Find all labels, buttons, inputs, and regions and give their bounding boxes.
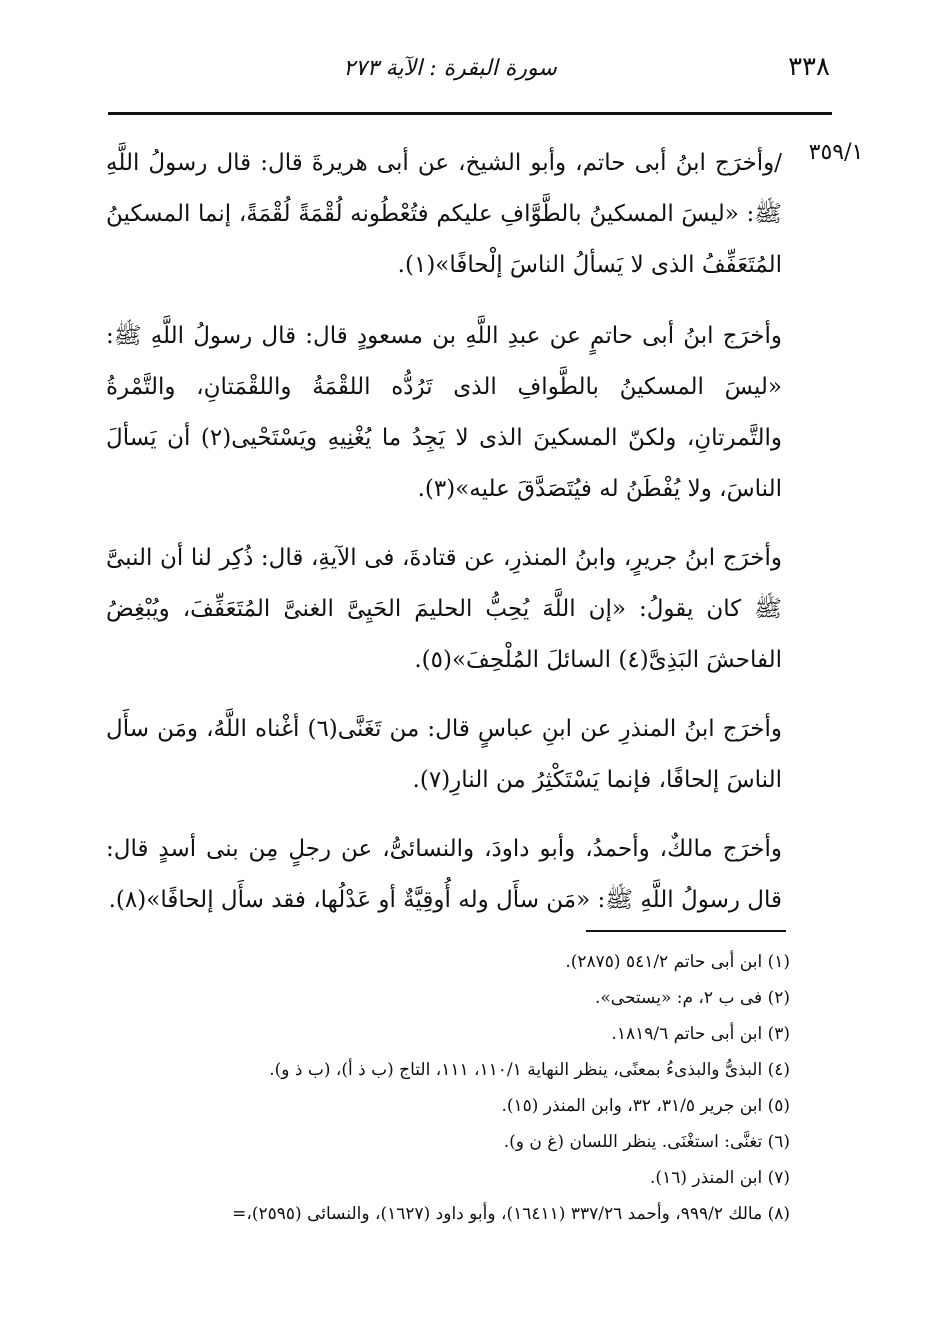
footnote: (٧) ابن المنذر (١٦).	[650, 1168, 790, 1188]
footnote: (٢) فى ب ٢، م: «يستحى».	[594, 988, 790, 1008]
footnote-divider	[586, 930, 786, 932]
footnote: (٣) ابن أبى حاتم ١٨١٩/٦.	[611, 1024, 790, 1044]
margin-reference: ٣٥٩/١	[808, 140, 864, 165]
paragraph: /وأخرَج ابنُ أبى حاتم، وأبو الشيخ، عن أبى هريرةَ قال: قال رسولُ اللَّهِ ﷺ: «ليسَ المسكينُ بالطَّوَّافِ عليكم فتُعْطُونه لُقْمَةً لُقْمَةً، إنما المسكينُ المُتَعَفِّفُ الذى لا يَسألُ الناسَ إلْحافًا»(١).	[106, 150, 782, 278]
paragraph: وأخرَج ابنُ أبى حاتمٍ عن عبدِ اللَّهِ بن مسعودٍ قال: قال رسولُ اللَّهِ ﷺ: «ليسَ المسكينُ بالطَّوافِ الذى تَرُدُّه اللقْمَةُ واللقْمَتانِ، والتَّمْرةُ والتَّمرتانِ، ولكنّ المسكينَ الذى لا يَجِدُ ما يُغْنِيهِ ويَسْتَحْيى(٢) أن يَسألَ الناسَ، ولا يُفْطَنُ له فيُتَصَدَّقَ عليه»(٣).	[106, 323, 782, 502]
footnote: (٦) تغنَّى: استغْنَى. ينظر اللسان (غ ن و).	[503, 1132, 790, 1152]
running-title: سورة البقرة : الآية ٢٧٣	[343, 56, 557, 81]
paragraph: وأخرَج ابنُ جريرٍ، وابنُ المنذرِ، عن قتادةَ، فى الآيةِ، قال: ذُكِر لنا أن النبىَّ ﷺ كان يقولُ: «إن اللَّهَ يُحِبُّ الحليمَ الحَيِىَّ الغنىَّ المُتَعَفِّفَ، ويُبْغِضُ الفاحشَ البَذِىَّ(٤) السائلَ المُلْحِفَ»(٥).	[106, 545, 782, 673]
header-divider	[108, 112, 832, 115]
footnote: (١) ابن أبى حاتم ٥٤١/٢ (٢٨٧٥).	[565, 952, 790, 972]
paragraph: وأخرَج مالكٌ، وأحمدُ، وأبو داودَ، والنسائىُّ، عن رجلٍ مِن بنى أسدٍ قال: قال رسولُ اللَّهِ ﷺ: «مَن سأَل وله أُوقِيَّةٌ أو عَدْلُها، فقد سأَل إلحافًا»(٨).	[106, 836, 782, 913]
footnote: (٤) البذىُّ والبذىءُ بمعنًى، ينظر النهاية ١١٠/١، ١١١، التاج (ب ذ أ)، (ب ذ و).	[269, 1060, 790, 1080]
footnote: (٥) ابن جرير ٣١/٥، ٣٢، وابن المنذر (١٥).	[501, 1096, 790, 1116]
main-text	[106, 138, 782, 944]
footnote: (٨) مالك ٩٩٩/٢، وأحمد ٣٣٧/٢٦ (١٦٤١١)، وأبو داود (١٦٢٧)، والنسائى (٢٥٩٥)،=	[232, 1204, 790, 1224]
page-number: ٣٣٨	[788, 52, 830, 82]
footnotes	[150, 944, 790, 1232]
paragraph: وأخرَج ابنُ المنذرِ عن ابنِ عباسٍ قال: من تَغَنَّى(٦) أغْناه اللَّهُ، ومَن سأَل الناسَ إلحافًا، فإنما يَسْتَكْثِرُ من النارِ(٧).	[106, 716, 783, 793]
